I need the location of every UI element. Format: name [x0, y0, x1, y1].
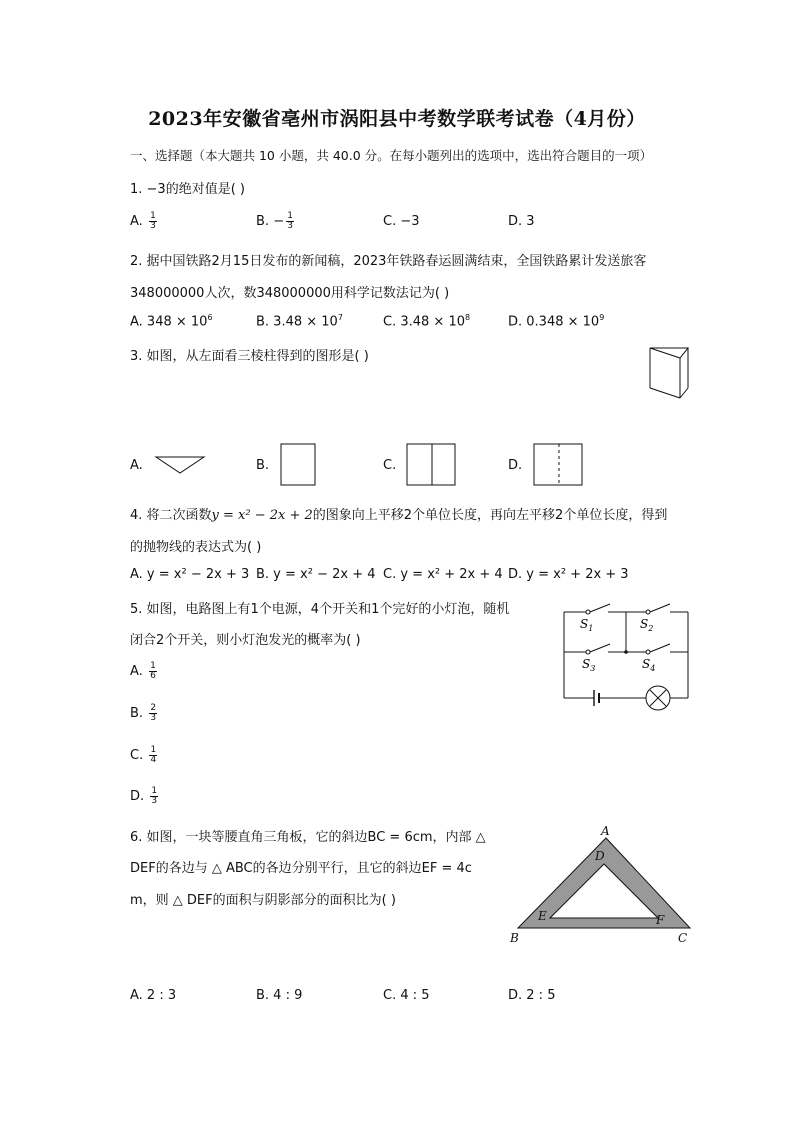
q2-d-exp: 9	[599, 313, 605, 322]
q6-line3: m，则 △ DEF的面积与阴影部分的面积比为( )	[130, 893, 396, 908]
q5-d-label: D.	[130, 789, 145, 804]
q5-option-b[interactable]	[130, 704, 159, 723]
q4-post: 的图象向上平移2个单位长度，再向左平移2个单位长度，得到	[312, 508, 668, 523]
q4-line2: 的抛物线的表达式为( )	[130, 540, 262, 555]
q4-pre: 4. 将二次函数	[130, 508, 212, 523]
q5-d-num: 1	[151, 786, 158, 796]
switch-s3-label: $S_3$	[582, 657, 596, 673]
q1-a-fraction	[149, 212, 157, 231]
q5-d-fraction	[150, 787, 158, 806]
q5-a-den: 6	[150, 671, 156, 681]
q2-b-exp: 7	[337, 313, 343, 322]
q2-b-text: B. 3.48 × 10	[256, 314, 338, 330]
q2-option-b[interactable]	[256, 313, 343, 329]
q2-option-a[interactable]	[130, 313, 213, 329]
q1-b-den: 3	[287, 221, 293, 231]
vertex-c-label: C	[678, 931, 688, 945]
switch-s4-label: $S_4$	[642, 657, 656, 673]
q4-option-d[interactable]: D. y = x² + 2x + 3	[508, 567, 629, 582]
q2-line2: 348000000人次，数348000000用科学记数法记为( )	[130, 286, 450, 301]
q5-b-fraction	[149, 704, 157, 723]
q5-a-num: 1	[150, 661, 156, 671]
q5-line1: 5. 如图，电路图上有1个电源，4个开关和1个完好的小灯泡，随机	[130, 602, 510, 617]
q6-option-b[interactable]: B. 4 : 9	[256, 988, 303, 1003]
q5-c-den: 4	[150, 755, 157, 765]
q6-option-c[interactable]: C. 4 : 5	[383, 988, 430, 1003]
q3-option-b-label[interactable]: B.	[256, 458, 270, 473]
q5-b-den: 3	[150, 713, 157, 723]
q5-option-d[interactable]	[130, 787, 160, 806]
q4-function: y = x² − 2x + 2	[211, 508, 313, 523]
q1-b-num: 1	[287, 211, 293, 221]
q1-option-a[interactable]	[130, 212, 159, 231]
prism-figure	[640, 342, 696, 402]
vertex-b-label: B	[510, 931, 519, 945]
q3-option-a-triangle[interactable]	[154, 455, 208, 475]
q4-line1	[130, 504, 667, 523]
q3-option-d-rectangle-dashed-line[interactable]	[533, 443, 585, 487]
q1-option-d[interactable]: D. 3	[508, 214, 535, 229]
q1-option-b[interactable]	[256, 212, 296, 231]
q2-d-text: D. 0.348 × 10	[508, 314, 600, 330]
circuit-diagram	[558, 598, 696, 716]
q5-line2: 闭合2个开关，则小灯泡发光的概率为( )	[130, 633, 361, 648]
q4-option-a[interactable]: A. y = x² − 2x + 3	[130, 567, 250, 582]
vertex-a-label: A	[601, 824, 610, 838]
q1-b-sign: −	[273, 214, 285, 229]
q2-c-text: C. 3.48 × 10	[383, 314, 465, 330]
q5-option-c[interactable]	[130, 746, 159, 765]
q2-c-exp: 8	[465, 313, 471, 322]
q2-option-c[interactable]	[383, 313, 470, 329]
q3-option-c-rectangle-solid-line[interactable]	[406, 443, 458, 487]
q3-option-b-rectangle[interactable]	[280, 443, 318, 487]
q2-option-d[interactable]	[508, 313, 604, 329]
q5-b-label: B.	[130, 706, 144, 721]
q1-a-num: 1	[150, 211, 156, 221]
vertex-e-label: E	[538, 909, 547, 923]
q1-a-den: 3	[150, 221, 156, 231]
vertex-f-label: F	[656, 913, 665, 927]
q5-a-fraction	[149, 662, 157, 681]
switch-s1-label: $S_1$	[580, 617, 594, 633]
q3-option-a-label[interactable]: A.	[130, 458, 143, 473]
q1-b-label: B.	[256, 214, 270, 229]
q5-b-num: 2	[150, 703, 157, 713]
q3-option-c-label[interactable]: C.	[383, 458, 397, 473]
q1-option-c[interactable]: C. −3	[383, 214, 420, 229]
q2-a-text: A. 348 × 10	[130, 314, 208, 330]
q5-c-label: C.	[130, 748, 144, 763]
q5-d-den: 3	[151, 796, 158, 806]
section-heading: 一、选择题（本大题共 10 小题，共 40.0 分。在每小题列出的选项中，选出符合题目的一项）	[130, 148, 653, 163]
q1-stem: 1. −3的绝对值是( )	[130, 182, 245, 197]
q4-option-b[interactable]: B. y = x² − 2x + 4	[256, 567, 376, 582]
exam-title: 2023年安徽省亳州市涡阳县中考数学联考试卷（4月份）	[148, 108, 646, 130]
q1-a-label: A.	[130, 214, 143, 229]
switch-s2-label: $S_2$	[640, 617, 654, 633]
q1-b-fraction	[286, 212, 294, 231]
q6-line1: 6. 如图，一块等腰直角三角板，它的斜边BC = 6cm，内部 △	[130, 830, 486, 845]
q5-c-fraction	[149, 746, 157, 765]
q2-line1: 2. 据中国铁路2月15日发布的新闻稿，2023年铁路春运圆满结束，全国铁路累计发送旅客	[130, 254, 647, 269]
q3-option-d-label[interactable]: D.	[508, 458, 523, 473]
q2-a-exp: 6	[207, 313, 213, 322]
q5-c-num: 1	[150, 745, 157, 755]
q5-a-label: A.	[130, 664, 143, 679]
triangle-diagram	[506, 822, 696, 950]
q6-line2: DEF的各边与 △ ABC的各边分别平行，且它的斜边EF = 4c	[130, 861, 472, 876]
q6-option-a[interactable]: A. 2 : 3	[130, 988, 177, 1003]
q5-option-a[interactable]	[130, 662, 159, 681]
vertex-d-label: D	[595, 849, 605, 863]
q4-option-c[interactable]: C. y = x² + 2x + 4	[383, 567, 503, 582]
q3-stem: 3. 如图，从左面看三棱柱得到的图形是( )	[130, 349, 369, 364]
q6-option-d[interactable]: D. 2 : 5	[508, 988, 556, 1003]
